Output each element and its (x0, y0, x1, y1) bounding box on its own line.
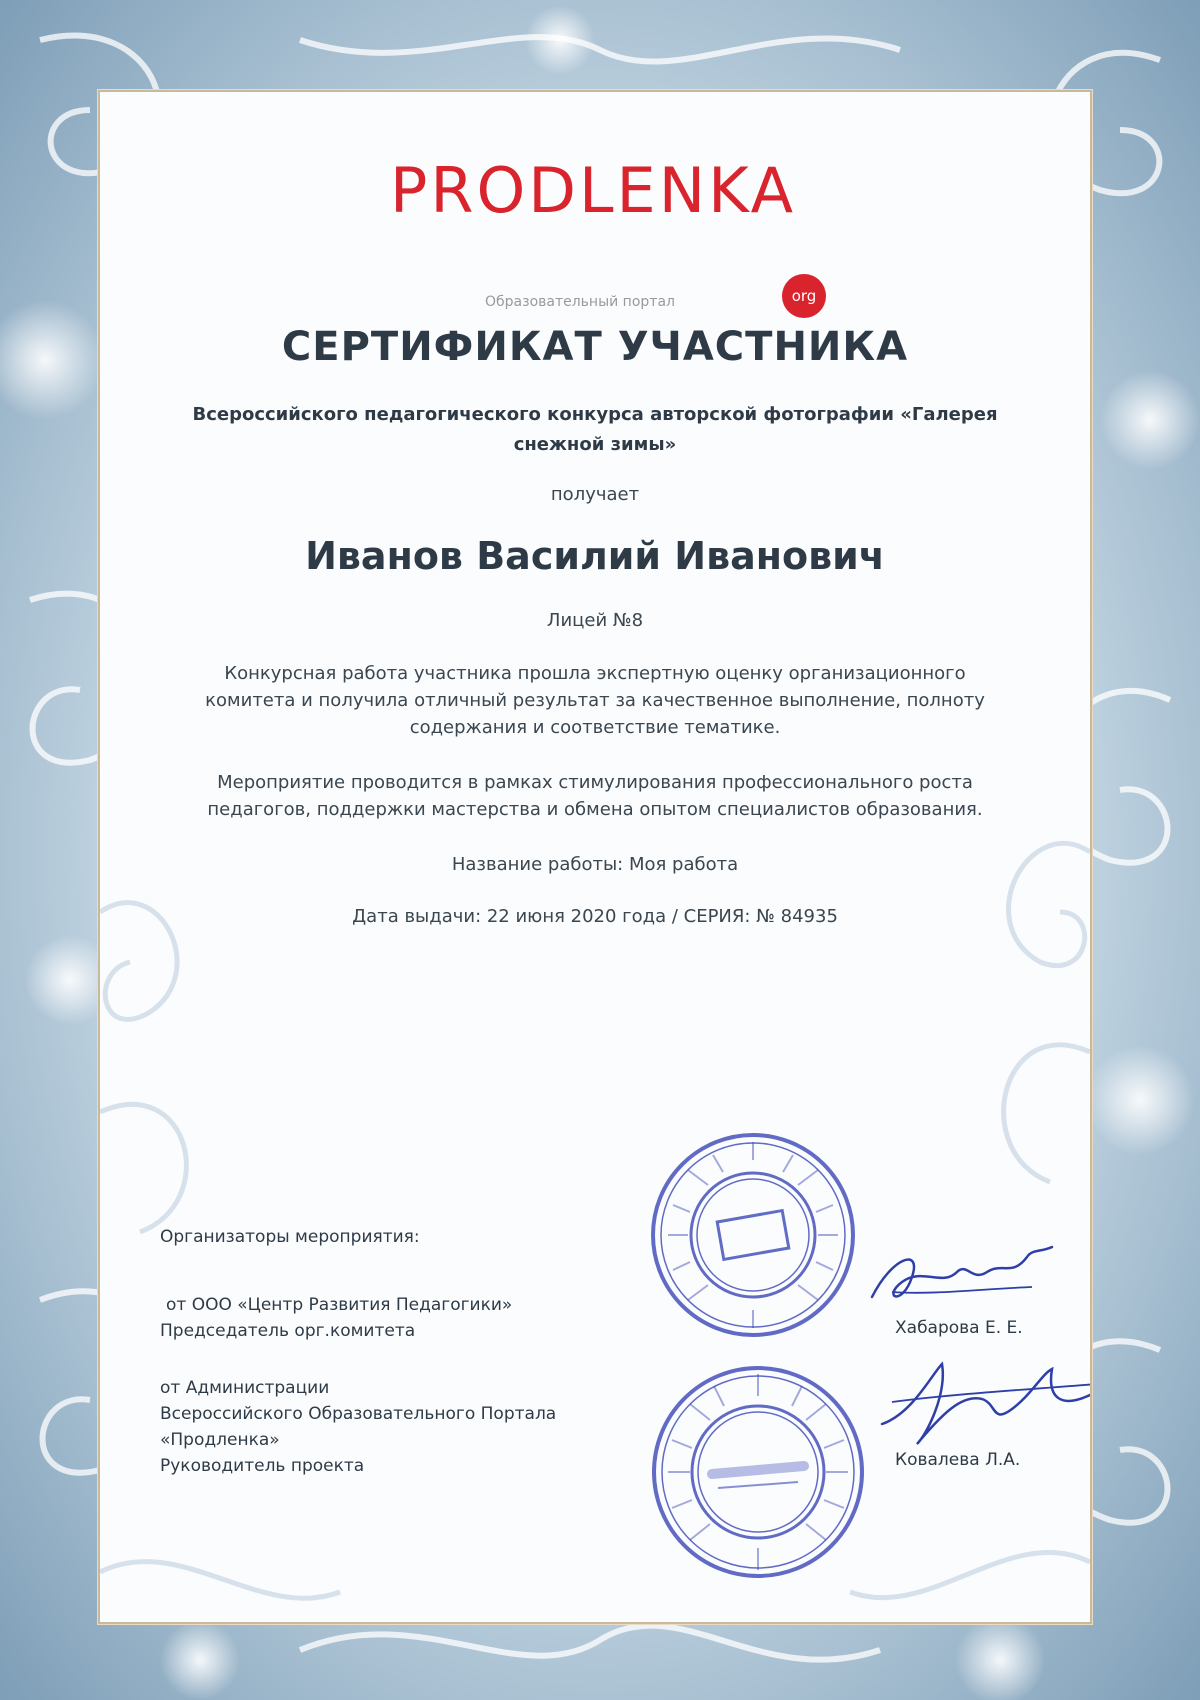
prodlenka-stamp (648, 1362, 868, 1582)
paragraph-line: содержания и соответствие тематике. (409, 717, 781, 738)
crp-stamp (648, 1130, 858, 1340)
organizer-line: «Продленка» (160, 1430, 280, 1450)
logo-wordmark: PRODLENKA (390, 154, 797, 227)
organizers-heading: Организаторы мероприятия: (160, 1227, 420, 1247)
event-name-line: снежной зимы» (513, 434, 677, 455)
organizer-line: Председатель орг.комитета (160, 1321, 416, 1341)
purpose-paragraph (170, 769, 1020, 823)
receives-label: получает (550, 484, 640, 505)
organizer-prodlenka (160, 1375, 556, 1479)
paragraph-line: Мероприятие проводится в рамках стимулирования профессионального роста (217, 772, 973, 793)
organizer-line: Руководитель проекта (160, 1456, 365, 1476)
prodlenka-logo (390, 154, 850, 310)
organizer-line: от ООО «Центр Развития Педагогики» (166, 1295, 513, 1315)
school-name: Лицей №8 (546, 610, 644, 631)
certificate-title: СЕРТИФИКАТ УЧАСТНИКА (281, 324, 909, 370)
organizer-crp (160, 1292, 512, 1344)
organizer-line: Всероссийского Образовательного Портала (160, 1404, 557, 1424)
evaluation-paragraph (170, 660, 1020, 741)
signer-khabarova: Хабарова Е. Е. (895, 1318, 1023, 1338)
signature-kovaleva (872, 1354, 1092, 1454)
event-name-line: Всероссийского педагогического конкурса авторской фотографии «Галерея (192, 404, 998, 425)
signature-khabarova (862, 1237, 1062, 1317)
work-name: Название работы: Моя работа (451, 854, 739, 875)
paragraph-line: Конкурсная работа участника прошла экспертную оценку организационного (224, 663, 966, 684)
logo-domain-badge: org (782, 274, 826, 318)
paragraph-line: педагогов, поддержки мастерства и обмена опытом специалистов образования. (207, 799, 983, 820)
issue-date-serial: Дата выдачи: 22 июня 2020 года / СЕРИЯ: № 84935 (352, 906, 838, 927)
event-name (140, 400, 1050, 460)
recipient-name: Иванов Василий Иванович (305, 534, 885, 578)
organizer-line: от Администрации (160, 1378, 330, 1398)
signer-kovaleva: Ковалева Л.А. (895, 1450, 1021, 1470)
logo-tagline: Образовательный портал (485, 294, 675, 310)
certificate-sheet (98, 90, 1092, 1624)
paragraph-line: комитета и получила отличный результат за качественное выполнение, полноту (205, 690, 985, 711)
